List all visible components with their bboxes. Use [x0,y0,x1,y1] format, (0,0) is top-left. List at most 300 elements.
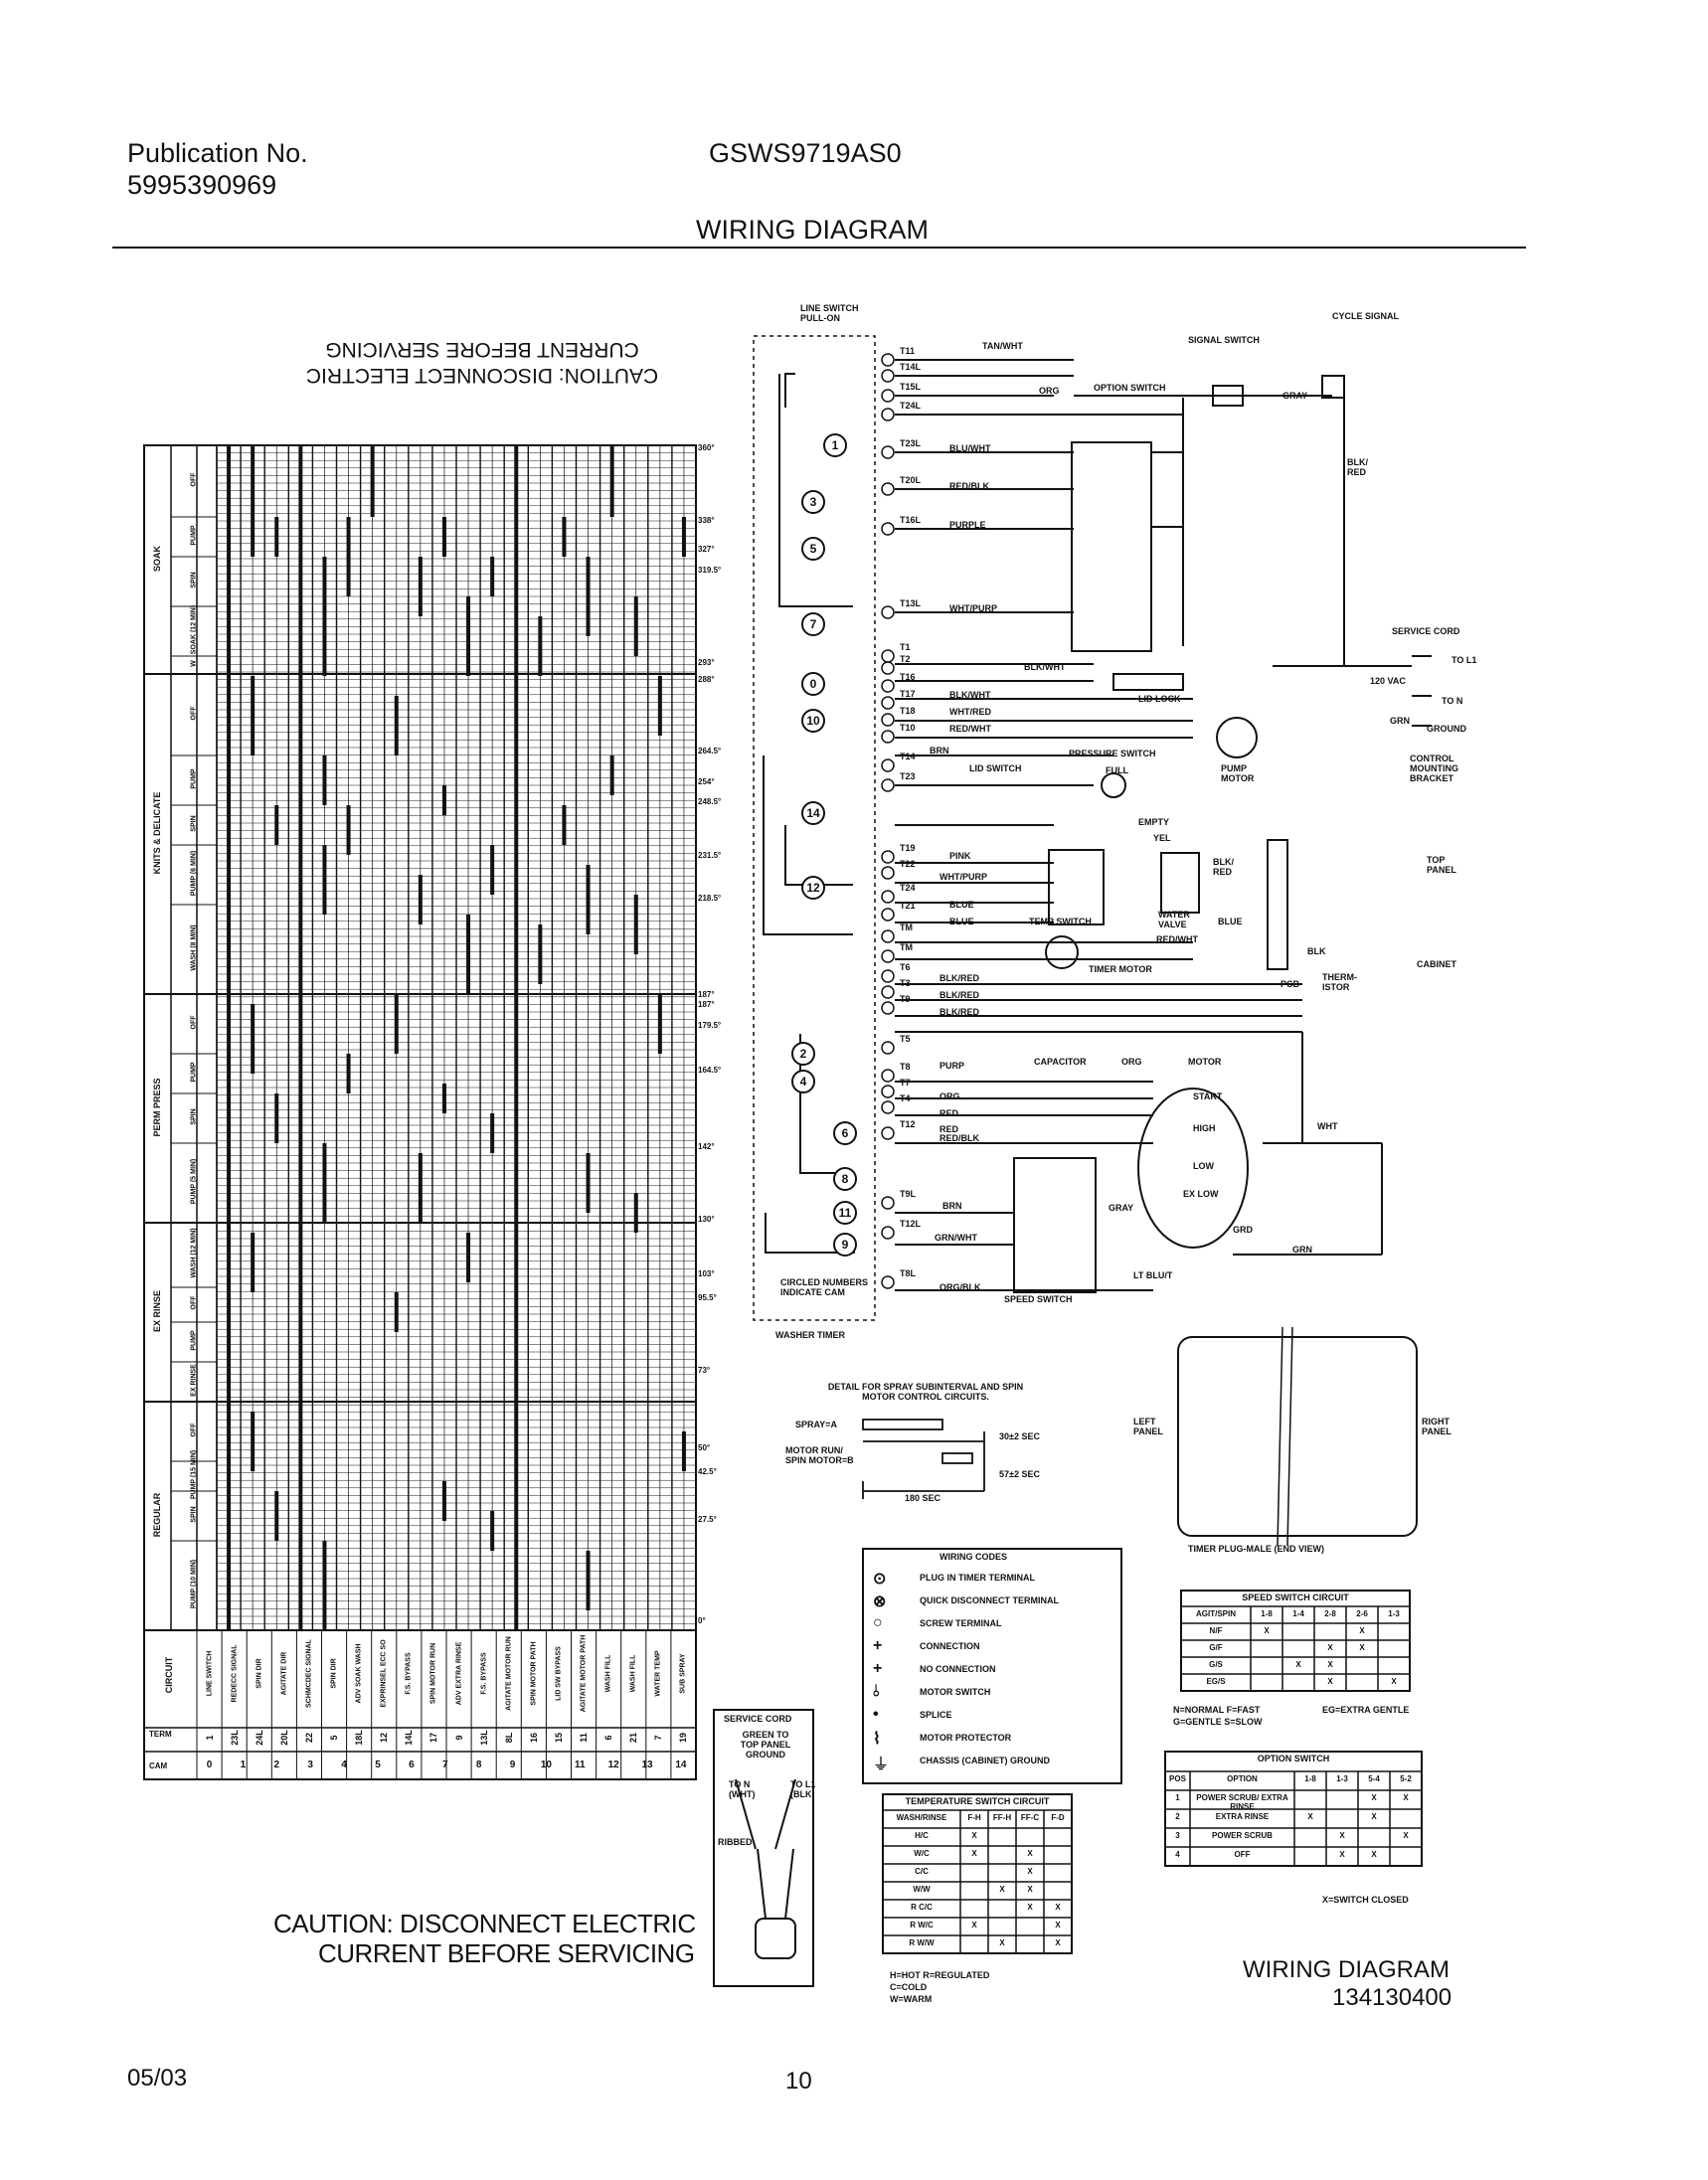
temp-switch-table-cell: X [1055,1921,1061,1929]
model-number: GSWS9719AS0 [709,138,902,168]
wire-label: ORG/BLK [939,1282,981,1292]
option-switch-table-cell: 2 [1175,1812,1180,1821]
plug-terminal [882,370,894,382]
degree-label: 27.5° [698,1515,717,1524]
footer-date: 05/03 [127,2065,188,2092]
plug-terminal [882,759,894,771]
cam-number: 11 [574,1760,586,1770]
speed-switch-table-header: AGIT/SPIN [1195,1609,1236,1618]
page-number: 10 [785,2068,812,2095]
thermistor-label: THERM- ISTOR [1322,972,1357,992]
circuit-label: EXPRINSEL ECC SO [380,1639,388,1708]
term-label: 14L [404,1730,415,1746]
speed-switch-table-cell: X [1391,1677,1397,1686]
circuit-label: SPIN DIR [256,1658,263,1689]
plug-terminal [882,731,894,743]
degree-label: 187° [698,990,715,999]
cam-label: 7 [809,617,817,631]
wire-label: GRN [1292,1245,1312,1255]
temp-switch-table-cell: H/C [915,1831,929,1840]
wiring-code-label: CONNECTION [920,1641,980,1651]
cam-label: 11 [838,1206,852,1220]
cam-label: 5 [809,542,817,556]
page-title: WIRING DIAGRAM [696,215,929,245]
plug-terminal [882,986,894,998]
water-valve [1161,853,1199,913]
service-cord-to-n: TO N (WHT) [729,1779,756,1799]
degree-label: 338° [698,516,715,525]
right-panel-label: RIGHT PANEL [1422,1417,1452,1436]
terminal-label: T9L [900,1189,917,1199]
cam-number: 2 [273,1760,280,1770]
term-label: 18L [354,1730,365,1746]
wire-label: BRN [930,746,949,755]
option-switch-table-title: OPTION SWITCH [1257,1754,1330,1763]
wire-label: GRD [1233,1225,1253,1235]
wire-label: WHT/PURP [949,603,997,613]
degree-label: 0° [698,1616,706,1625]
option-switch-table-cell: X [1371,1793,1377,1802]
row-label: WASH (12 MIN) [190,1228,198,1278]
wire-label: BLK/WHT [949,690,991,700]
term-label: 6 [603,1735,614,1741]
temp-switch-table-cell: X [1027,1867,1033,1876]
circuit-header: CIRCUIT [164,1656,174,1694]
wire-label: RED/BLK [949,481,989,491]
section-label: EX RINSE [152,1290,162,1333]
spray-detail-drawing [863,1420,984,1499]
temp-switch-table-cell: X [999,1885,1005,1894]
term-label: 20L [278,1730,289,1746]
to-l1-label: TO L1 [1452,655,1477,665]
terminal-label: T22 [900,859,916,869]
plug-terminal [882,409,894,420]
cam-number: 6 [409,1760,415,1770]
option-switch-table-header: 1-8 [1304,1774,1316,1783]
option-switch-table-header: 1-3 [1336,1774,1348,1783]
temp-switch-box [1049,850,1104,924]
wiring-code-icon: ⏚ [873,1757,890,1773]
circuit-label: ADV SOAK WASH [355,1643,363,1704]
degree-label: 327° [698,545,715,554]
terminal-label: T17 [900,689,916,699]
speed-switch-table-header: 1-8 [1261,1609,1273,1618]
wire-label: WHT/RED [949,707,991,717]
cam-number: 9 [509,1760,516,1770]
option-switch-table-cell: POWER SCRUB [1212,1831,1273,1840]
vac-label: 120 VAC [1370,676,1406,686]
top-panel-label: TOP PANEL [1427,855,1456,875]
plug-terminal [882,1002,894,1014]
wire-label: ORG [939,1091,960,1101]
wire-label: RED/BLK [939,1133,979,1143]
cam-label: 12 [806,881,820,895]
terminal-label: TM [900,942,913,952]
diagram-number: 134130400 [1332,1984,1452,2011]
timer-motor-label: TIMER MOTOR [1089,964,1152,974]
wire-label: BLK/RED [939,973,979,983]
temp-legend-3: W=WARM [890,1994,933,2004]
plug-terminal [882,851,894,863]
speed-switch-table-cell: G/F [1209,1643,1223,1652]
spray-label: SPRAY=A [795,1420,837,1429]
degree-label: 288° [698,675,715,684]
plug-terminal [882,390,894,402]
cam-label: 1 [831,438,839,452]
speed-switch-table-header: 1-3 [1388,1609,1400,1618]
ex-low-label: EX LOW [1183,1189,1219,1199]
term-label: 24L [254,1730,264,1746]
option-switch-table-header: 5-2 [1400,1774,1412,1783]
plug-terminal [882,1227,894,1239]
speed-switch-table-cell: N/F [1209,1626,1223,1635]
plug-terminal [882,1276,894,1288]
circuit-label: REDECC SIGNAL [231,1644,239,1703]
term-label: 12 [379,1733,390,1744]
empty-label: EMPTY [1138,817,1170,827]
degree-label: 293° [698,658,715,667]
terminal-label: T10 [900,723,916,733]
temp-switch-table-cell: X [1055,1903,1061,1912]
temp-switch-table-cell: X [999,1938,1005,1947]
terminal-label: T8L [900,1268,917,1278]
option-switch-table-cell: 3 [1175,1831,1180,1840]
cam-label: 8 [841,1172,849,1186]
term-label: 9 [453,1735,464,1741]
term-label: 5 [329,1735,340,1741]
temp-switch-table-cell: W/C [914,1849,930,1858]
degree-label: 179.5° [698,1021,722,1030]
speed-switch-table-cell: X [1327,1677,1333,1686]
terminal-label: T3 [900,978,911,988]
temp-switch-label: TEMP SWITCH [1029,917,1092,926]
pcb-label: PCB [1281,979,1300,989]
speed-legend-1: N=NORMAL F=FAST [1173,1705,1261,1715]
row-label: PUMP [190,1062,198,1083]
cam-number: 4 [341,1760,347,1770]
section-label: SOAK [152,546,162,573]
service-cord-to-l1: TO L1 (BLK) [790,1779,816,1799]
option-switch-table-cell: EXTRA RINSE [1215,1812,1270,1821]
start-label: START [1193,1091,1223,1101]
lid-lock-label: LID LOCK [1138,694,1181,704]
row-label: SPIN [190,1108,198,1125]
timer-plug-drawing [1178,1327,1417,1546]
pressure-switch-label: PRESSURE SWITCH [1069,749,1156,758]
caution-line2: CURRENT BEFORE SERVICING [318,1938,695,1968]
speed-switch-table-cell: X [1327,1660,1333,1669]
temp-switch-table-cell: R W/W [909,1938,935,1947]
plug-terminal [882,650,894,662]
terminal-label: T7 [900,1078,911,1088]
temp-legend-1: H=HOT R=REGULATED [890,1970,990,1980]
temp-switch-table-title: TEMPERATURE SWITCH CIRCUIT [905,1796,1050,1806]
plug-terminal [882,867,894,879]
cam-number: 0 [206,1760,213,1770]
terminal-label: TM [900,922,913,932]
timer-plug-caption: TIMER PLUG-MALE (END VIEW) [1188,1544,1324,1554]
terminal-label: T20L [900,475,922,485]
degree-label: 319.5° [698,566,722,575]
terminal-label: T12L [900,1219,922,1229]
line-switch-label: LINE SWITCH PULL-ON [800,303,859,323]
plug-terminal [882,662,894,674]
cam-label: 10 [806,714,820,728]
option-switch-table-cell: OFF [1234,1850,1251,1859]
wire-label: RED [939,1108,959,1118]
wiring-code-label: CHASSIS (CABINET) GROUND [920,1756,1051,1765]
degree-label: 50° [698,1443,711,1452]
wire-label: BLK/RED [939,990,979,1000]
cam-number: 10 [540,1760,552,1770]
wire-label: BLK/WHT [1024,662,1066,672]
row-label: OFF [190,1015,198,1030]
circuit-label: AGITATE MOTOR PATH [580,1634,588,1713]
term-label: 8L [503,1732,514,1744]
row-label: WASH (8 MIN) [190,924,198,971]
option-switch-label: OPTION SWITCH [1094,383,1166,393]
temp-switch-table-cell: R C/C [911,1903,933,1912]
wiring-code-label: MOTOR PROTECTOR [920,1733,1012,1743]
cam-number: 5 [375,1760,381,1770]
cam-label: 3 [809,495,817,509]
wire-label: RED/WHT [1156,934,1198,944]
service-cord-label: SERVICE CORD [1392,626,1460,636]
speed-switch-table-grid [1181,1591,1410,1691]
speed-switch-table-cell: EG/S [1206,1677,1226,1686]
wire-label: BLUE [949,917,974,926]
wire-label: BRN [942,1201,962,1211]
temp-switch-table-header: FF-C [1020,1813,1040,1822]
plug-terminal [882,1197,894,1209]
option-switch-table-header: POS [1169,1774,1186,1783]
plug-terminal [882,930,894,942]
temp-switch-table-cell: W/W [913,1885,931,1894]
speed-legend-2: G=GENTLE S=SLOW [1173,1717,1263,1727]
degree-label: 254° [698,777,715,786]
motor-run-label: MOTOR RUN/ SPIN MOTOR=B [785,1445,854,1465]
ground-label: GROUND [1427,724,1466,734]
speed-switch-table-cell: X [1359,1626,1365,1635]
speed-switch-table-header: 1-4 [1292,1609,1304,1618]
circuit-label: SUB SPRAY [679,1653,687,1694]
circled-numbers-note: CIRCLED NUMBERS INDICATE CAM [780,1277,869,1297]
spray-time-1: 30±2 SEC [999,1431,1040,1441]
circuit-label: SPIN MOTOR PATH [530,1641,538,1706]
terminal-label: T24L [900,401,922,411]
wiring-code-icon: ○ [873,1614,883,1631]
temp-switch-table-cell: X [971,1849,977,1858]
circuit-label: SPIN MOTOR RUN [429,1642,437,1705]
circuit-label: AGITATE MOTOR RUN [505,1636,513,1711]
cam-number: 7 [441,1760,448,1770]
caution-inverted-line2: CURRENT BEFORE SERVICING [325,338,639,361]
wire [785,825,853,885]
cam-label: 9 [841,1238,849,1252]
term-label: 23L [229,1730,240,1746]
cam-label: 14 [806,806,820,820]
pump-motor-symbol [1217,718,1257,757]
row-label: OFF [190,1423,198,1437]
service-cord-title: SERVICE CORD [724,1714,792,1724]
section-label: KNITS & DELICATE [152,791,162,875]
wiring-code-icon: ⫰ [873,1683,880,1700]
wire-label: BLUE [949,900,974,910]
option-switch-table-cell: X [1403,1831,1409,1840]
row-label: SPIN [190,815,198,832]
option-switch-table-header: OPTION [1227,1774,1258,1783]
term-label: 22 [303,1733,314,1744]
plug-terminal [882,606,894,618]
wiring-code-label: NO CONNECTION [920,1664,996,1674]
degree-label: 187° [698,1000,715,1009]
circuit-label: WASH FILL [629,1654,637,1693]
temp-switch-table-header: FF-H [992,1813,1012,1822]
temp-switch-table-cell: X [1027,1849,1033,1858]
section-label: PERM PRESS [152,1078,162,1137]
wire-label: BLK [1307,946,1326,956]
speed-switch-table-cell: X [1359,1643,1365,1652]
term-label: 15 [553,1733,564,1744]
circuit-label: F.S. BYPASS [480,1652,488,1695]
degree-label: 95.5° [698,1293,717,1302]
option-switch-table-header: 5-4 [1368,1774,1380,1783]
wire-label: GRN/WHT [935,1233,977,1243]
temp-switch-table-cell: R W/C [910,1921,934,1929]
wiring-code-icon: + [873,1637,883,1654]
row-label: EX RINSE [190,1364,198,1397]
cam-label: 0 [809,677,817,691]
degree-label: 218.5° [698,894,722,903]
option-switch-table-cell: X [1307,1812,1313,1821]
wire-label: ORG [1121,1057,1142,1067]
wire-label: PURP [939,1061,965,1071]
plug-terminal [882,891,894,903]
temp-switch-table-cell: X [971,1831,977,1840]
wire-label: ORG [1039,386,1060,396]
temp-switch-table-cell: X [1055,1938,1061,1947]
terminal-label: T8 [900,1062,911,1072]
cam-number: 12 [607,1760,619,1770]
wiring-code-label: MOTOR SWITCH [920,1687,991,1697]
term-label: 16 [528,1733,539,1744]
circuit-label: LINE SWITCH [206,1650,214,1697]
terminal-label: T1 [900,642,911,652]
cam-label: 6 [841,1126,849,1140]
option-switch-table-cell: X [1339,1850,1345,1859]
plug-terminal [882,970,894,982]
option-switch-table-cell: X [1371,1850,1377,1859]
option-switch-table-cell: X [1339,1831,1345,1840]
cam-number: 14 [675,1760,687,1770]
wiring-code-label: SPLICE [920,1710,952,1720]
row-label: PUMP (10 MIN) [190,1559,198,1609]
option-switch-table-cell: 4 [1175,1850,1180,1859]
publication-label: Publication No. [127,138,308,168]
terminal-label: T19 [900,843,916,853]
row-label: PUMP [190,768,198,789]
lid-lock [1113,674,1183,690]
wire-label: BLUE [1218,917,1243,926]
speed-switch-table-header: 2-8 [1324,1609,1336,1618]
speed-switch-table-cell: X [1327,1643,1333,1652]
term-label: 13L [478,1730,489,1746]
wire-label: YEL [1153,833,1171,843]
signal-switch-label: SIGNAL SWITCH [1188,335,1260,345]
plug-terminal [882,950,894,962]
wiring-code-label: PLUG IN TIMER TERMINAL [920,1573,1035,1583]
row-label: W [190,660,198,667]
row-label: PUMP [190,525,198,546]
capacitor-label: CAPACITOR [1034,1057,1087,1067]
option-legend: X=SWITCH CLOSED [1322,1895,1409,1905]
degree-label: 42.5° [698,1467,717,1476]
speed-switch-box [1014,1158,1096,1292]
wiring-code-icon: ⊙ [873,1571,887,1588]
wire-label: LT BLU/T [1133,1270,1173,1280]
wire-label: PINK [949,851,971,861]
term-label: 17 [428,1733,439,1744]
row-label: SPIN [190,1506,198,1523]
full-label: FULL [1106,765,1128,775]
degree-label: 73° [698,1366,711,1375]
cam-number: 13 [641,1760,653,1770]
term-label: 1 [204,1735,215,1741]
degree-label: 142° [698,1142,715,1151]
plug-terminal [882,1070,894,1082]
circuit-label: AGITATE DIR [280,1651,288,1696]
plug-terminal [882,1042,894,1054]
term-header: TERM [149,1730,172,1739]
wire [764,755,853,934]
temp-switch-table-header: F-H [967,1813,981,1822]
plug-terminal [882,446,894,458]
cam-number: 1 [240,1760,247,1770]
wire-label: RED [939,1124,959,1134]
lid-switch-label: LID SWITCH [969,763,1022,773]
gray-label: GRAY [1282,391,1308,401]
terminal-label: T23L [900,438,922,448]
speed-switch-table-header: 2-6 [1356,1609,1368,1618]
term-label: 11 [579,1733,590,1743]
terminal-label: T9 [900,994,911,1004]
temp-switch-table-cell: X [971,1921,977,1929]
degree-label: 164.5° [698,1066,722,1075]
plug-terminal [882,523,894,535]
term-label: 19 [678,1733,689,1744]
diagram-title: WIRING DIAGRAM [1243,1956,1450,1983]
wire-label: BLK/RED [939,1007,979,1017]
row-label: PUMP (5 MIN) [190,1158,198,1205]
degree-label: 231.5° [698,851,722,860]
option-switch-table-cell: X [1403,1793,1409,1802]
plug-terminal [882,354,894,366]
terminal-label: T24 [900,883,916,893]
cam-number: 8 [475,1760,482,1770]
to-n-label: TO N [1442,696,1463,706]
plug-terminal [882,697,894,709]
temp-switch-table-header: F-D [1051,1813,1065,1822]
wiring-code-icon: ⌇ [873,1731,881,1748]
cam-label: 4 [799,1075,807,1089]
cam-number: 3 [307,1760,313,1770]
row-label: PUMP [190,1330,198,1351]
terminal-label: T23 [900,771,916,781]
row-label: SOAK (12 MIN) [190,604,198,655]
plug-terminal [882,1101,894,1113]
option-switch-table-cell: X [1371,1812,1377,1821]
section-label: REGULAR [152,1492,162,1538]
